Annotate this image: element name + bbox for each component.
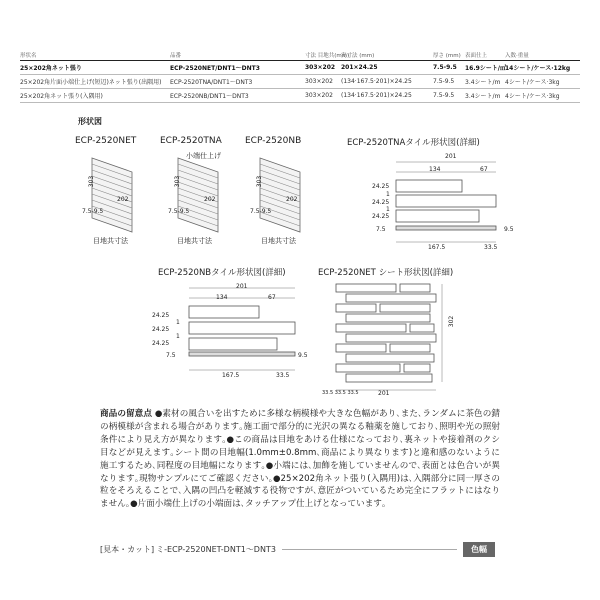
cell-code: ECP-2520NET/DNT1～DNT3 — [170, 65, 260, 72]
nb-figure-title: ECP-2520NB — [245, 136, 302, 146]
tna-dim-303: 303 — [174, 175, 182, 188]
tna-d1675: 167.5 — [428, 244, 446, 251]
spec-header-row — [20, 50, 580, 61]
nb-d134: 134 — [216, 294, 228, 301]
nb-d335: 33.5 — [276, 372, 290, 379]
tna-d1a: 1 — [386, 191, 390, 198]
nb-dim-t: 7.5-9.5 — [250, 208, 272, 215]
cell-name: 25×202角ネット張り(入隅用) — [20, 93, 103, 100]
cell-name: 25×202角片面小端仕上げ(短辺)ネット張り(出隅用) — [20, 79, 162, 86]
nb-d1675: 167.5 — [222, 372, 240, 379]
section-title: 形状図 — [78, 117, 102, 126]
tna-detail-title: ECP-2520TNAタイル形状図(詳細) — [347, 138, 480, 148]
net-dim-t: 7.5-9.5 — [82, 208, 104, 215]
net-joint-caption: 目地共寸法 — [93, 237, 128, 245]
tna-d335: 33.5 — [484, 244, 498, 251]
nb-dim-202: 202 — [286, 196, 298, 203]
product-notes — [100, 408, 500, 511]
nb-d1b: 1 — [176, 333, 180, 340]
nb-joint-caption: 目地共寸法 — [261, 237, 296, 245]
tna-d75: 7.5 — [376, 226, 386, 233]
tna-d2425b: 24.25 — [372, 199, 390, 206]
tna-figure-title: ECP-2520TNA — [160, 136, 222, 146]
tna-d1b: 1 — [386, 206, 390, 213]
cell-code: ECP-2520TNA/DNT1～DNT3 — [170, 79, 253, 86]
nb-d2425b: 24.25 — [152, 326, 170, 333]
tna-d2425a: 24.25 — [372, 183, 390, 190]
net-detail-title: ECP-2520NET シート形状図(詳細) — [318, 268, 454, 278]
cell-size: 303×202 — [305, 64, 336, 71]
table-row — [20, 61, 580, 75]
col-code: 品番 — [170, 53, 182, 59]
footer-divider — [282, 549, 457, 550]
cell-qty: 4シート/ケース·3kg — [505, 93, 560, 100]
col-size: 寸法 目地共(mm) — [305, 53, 350, 59]
nb-d75: 7.5 — [166, 352, 176, 359]
tna-dim-t: 7.5-9.5 — [168, 208, 190, 215]
net-d302: 302 — [448, 315, 456, 328]
cell-size: 303×202 — [305, 92, 333, 99]
cell-actual: (134·167.5·201)×24.25 — [341, 78, 412, 85]
table-row — [20, 89, 580, 103]
cell-size: 303×202 — [305, 78, 333, 85]
tna-d95: 9.5 — [504, 226, 514, 233]
col-name: 形状名 — [20, 53, 37, 59]
net-detail-drawing — [320, 278, 450, 398]
nb-d201: 201 — [236, 283, 248, 290]
notes-heading: 商品の留意点 — [100, 409, 152, 419]
notes-body: ●素材の風合いを出すために多様な柄模様や大きな色幅があり､また､ランダムに茶色の錆の柄模様が含まれる場合があります｡施工面で部分的に光沢の異なる釉薬を施しており､照明や光の照射条件により見え方が異なります｡●この商品は目地をあける仕様になっており､裏ネットや接着剤のクシ目などが見えます｡シート間の目地幅(1.0mm±0.8mm､商品により異なります)と違和感のないように施工するため､同程度の目地幅になります｡●小端には､加飾を施していませんので､表面とは色合いが異なります｡現物サンプルにてご確認ください｡●25×202角ネット張り(入隅用)は､入隅部分に同一厚さの粒をそろえることで､入隅の凹凸を軽減する役物ですが､意匠がついているため完全にフラットにはなりません｡●片面小端仕上げの小端面は､タッチアップ仕上げとなっています｡ — [100, 409, 500, 510]
sample-code: ミ-ECP-2520NET-DNT1～DNT3 — [156, 544, 276, 554]
cell-area: 16.9シート/㎡ — [465, 65, 506, 72]
col-qty: 入数·重量 — [505, 53, 529, 59]
tna-d201: 201 — [445, 153, 457, 160]
col-thick: 厚さ (mm) — [433, 53, 461, 59]
tna-d67: 67 — [480, 166, 488, 173]
cell-area: 3.4シート/m — [465, 93, 501, 100]
cell-qty: 14シート/ケース·12kg — [505, 65, 571, 72]
cell-thick: 7.5-9.5 — [433, 92, 455, 99]
col-area: 表面仕上 — [465, 53, 488, 59]
nb-d2425a: 24.25 — [152, 312, 170, 319]
net-d335small: 33.5 33.5 33.5 — [322, 390, 359, 396]
cell-area: 3.4シート/m — [465, 79, 501, 86]
net-d201: 201 — [378, 390, 390, 397]
nb-dim-303: 303 — [256, 175, 264, 188]
tna-figure-subtitle: 小端仕上げ — [186, 152, 221, 160]
net-figure-title: ECP-2520NET — [75, 136, 137, 146]
tna-d134: 134 — [429, 166, 441, 173]
cell-name: 25×202角ネット張り — [20, 65, 82, 72]
color-range-badge: 色幅 — [463, 542, 495, 557]
isometric-figures — [70, 150, 320, 250]
col-actual: 実寸法 (mm) — [341, 53, 375, 59]
table-row — [20, 75, 580, 89]
nb-d1a: 1 — [176, 319, 180, 326]
tna-joint-caption: 目地共寸法 — [177, 237, 212, 245]
cell-qty: 4シート/ケース·3kg — [505, 79, 560, 86]
cell-actual: 201×24.25 — [341, 64, 378, 71]
sample-label: [見本・カット] — [100, 544, 155, 554]
tna-dim-202: 202 — [204, 196, 216, 203]
sample-footer — [100, 542, 495, 556]
nb-d2425c: 24.25 — [152, 340, 170, 347]
nb-detail-title: ECP-2520NBタイル形状図(詳細) — [158, 268, 286, 278]
nb-d67: 67 — [268, 294, 276, 301]
net-dim-303: 303 — [88, 175, 96, 188]
cell-code: ECP-2520NB/DNT1～DNT3 — [170, 93, 249, 100]
nb-detail-drawing — [175, 280, 305, 380]
cell-thick: 7.5-9.5 — [433, 64, 457, 71]
nb-d95: 9.5 — [298, 352, 308, 359]
cell-thick: 7.5-9.5 — [433, 78, 455, 85]
cell-actual: (134·167.5·201)×24.25 — [341, 92, 412, 99]
tna-d2425c: 24.25 — [372, 213, 390, 220]
net-dim-202: 202 — [117, 196, 129, 203]
spec-table — [20, 50, 580, 103]
